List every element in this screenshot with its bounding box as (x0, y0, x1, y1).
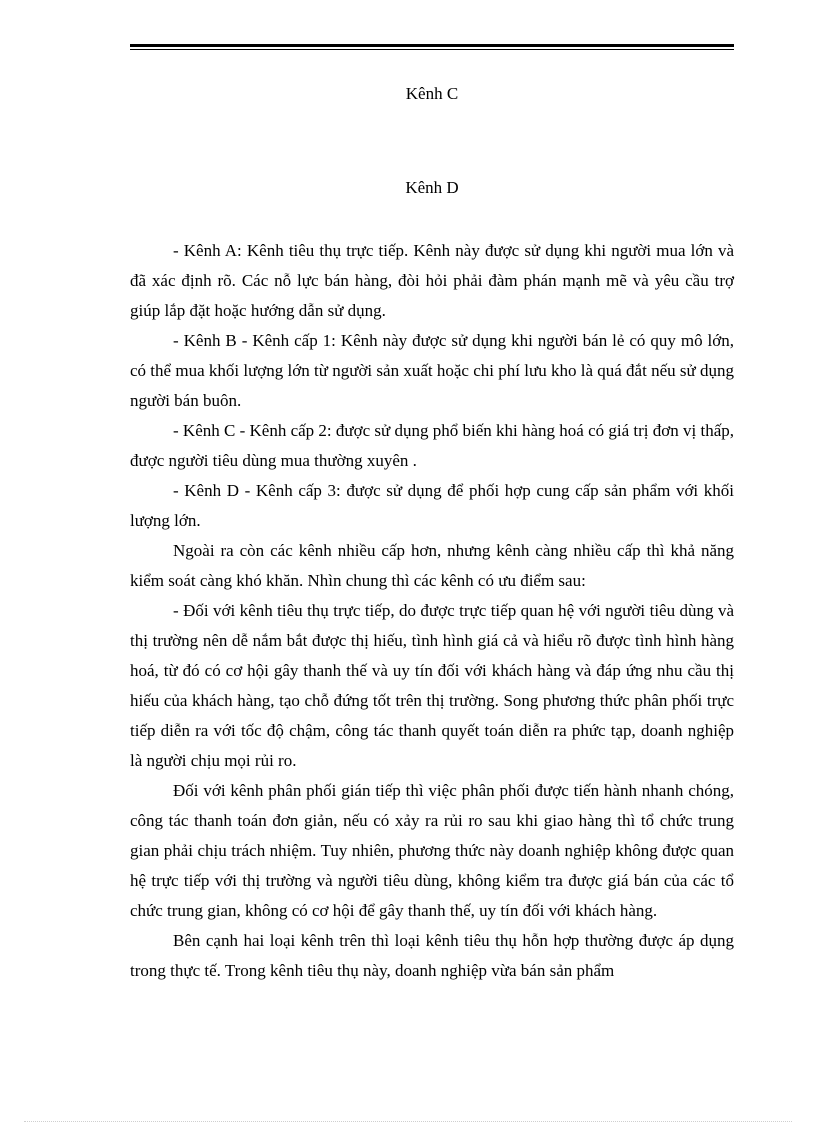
paragraph-channel-a: - Kênh A: Kênh tiêu thụ trực tiếp. Kênh này được sử dụng khi người mua lớn và đã xác định rõ. Các nỗ lực bán hàng, đòi hỏi phải đàm phán mạnh mẽ và yêu cầu trợ giúp lắp đặt hoặc hướng dẫn sử dụng. (130, 241, 734, 320)
paragraph-direct-channel: - Đối với kênh tiêu thụ trực tiếp, do được trực tiếp quan hệ với người tiêu dùng và thị trường nên dễ nắm bắt được thị hiếu, tình hình giá cả và hiểu rõ được tình hình hàng hoá, từ đó có cơ hội gây thanh thế và uy tín đối với khách hàng và đáp ứng nhu cầu thị hiếu của khách hàng, tạo chỗ đứng tốt trên thị trường. Song phương thức phân phối trực tiếp diễn ra với tốc độ chậm, công tác thanh quyết toán diễn ra phức tạp, doanh nghiệp là người chịu mọi rủi ro. (130, 601, 734, 770)
paragraph-channel-c: - Kênh C - Kênh cấp 2: được sử dụng phổ biến khi hàng hoá có giá trị đơn vị thấp, được người tiêu dùng mua thường xuyên . (130, 421, 734, 470)
header-rule-thin (130, 49, 734, 50)
paragraph-multi-level: Ngoài ra còn các kênh nhiều cấp hơn, nhưng kênh càng nhiều cấp thì khả năng kiểm soát càng khó khăn. Nhìn chung thì các kênh có ưu điểm sau: (130, 541, 734, 590)
paragraph-channel-b: - Kênh B - Kênh cấp 1: Kênh này được sử dụng khi người bán lẻ có quy mô lớn, có thể mua khối lượng lớn từ người sản xuất hoặc chi phí lưu kho là quá đắt nếu sử dụng người bán buôn. (130, 331, 734, 410)
paragraph-mixed-channel: Bên cạnh hai loại kênh trên thì loại kênh tiêu thụ hỗn hợp thường được áp dụng trong thực tế. Trong kênh tiêu thụ này, doanh nghiệp vừa bán sản phẩm (130, 931, 734, 980)
paragraph-channel-d: - Kênh D - Kênh cấp 3: được sử dụng để phối hợp cung cấp sản phẩm với khối lượng lớn. (130, 481, 734, 530)
header-rule (130, 44, 734, 47)
caption-channel-c: Kênh C (405, 84, 459, 103)
footer-rule (24, 1121, 792, 1122)
paragraph-indirect-channel: Đối với kênh phân phối gián tiếp thì việc phân phối được tiến hành nhanh chóng, công tác thanh toán đơn giản, nếu có xảy ra rủi ro sau khi giao hàng thì tổ chức trung gian phải chịu trách nhiệm. Tuy nhiên, phương thức này doanh nghiệp không được quan hệ trực tiếp với thị trường và người tiêu dùng, không kiểm tra được giá bán của các tổ chức trung gian, không có cơ hội để gây thanh thế, uy tín đối với khách hàng. (130, 781, 734, 920)
caption-channel-d: Kênh D (405, 178, 459, 197)
body-text (130, 236, 734, 986)
